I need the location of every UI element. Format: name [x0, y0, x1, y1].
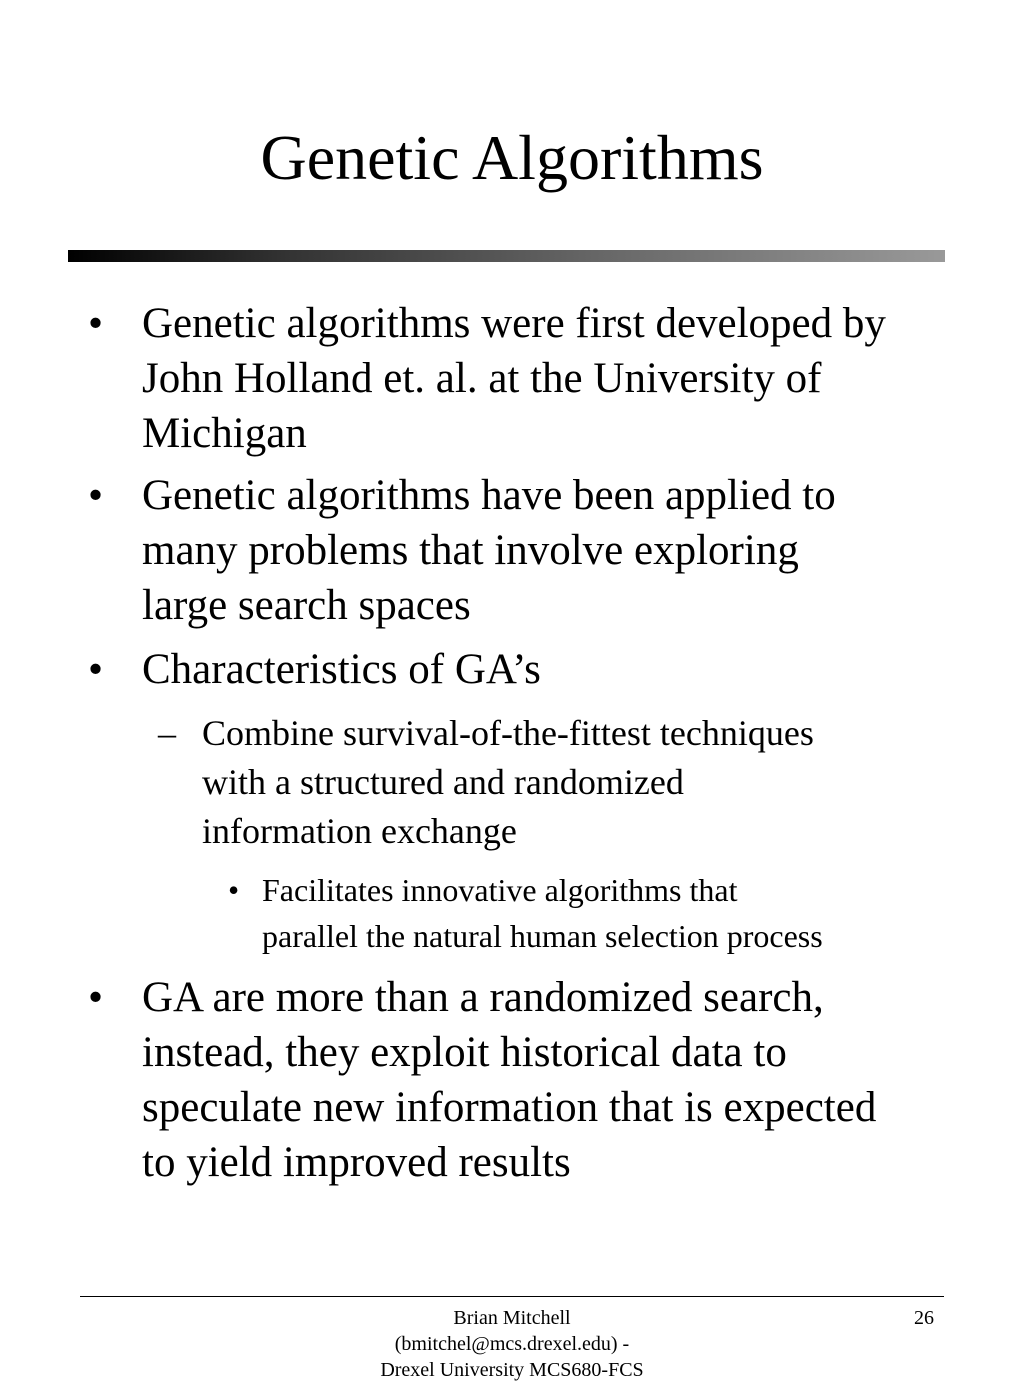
title-divider — [68, 250, 945, 262]
page-number: 26 — [914, 1307, 934, 1329]
sub-sub-bullet-text: Facilitates innovative algorithms that parallel the natural human selection process — [262, 872, 823, 954]
footer-author: Brian Mitchell (bmitchel@mcs.drexel.edu) - Drexel University MCS680-FCS — [380, 1307, 644, 1381]
bullet-text: Genetic algorithms were first developed by John Holland et. al. at the University of Michigan — [142, 300, 886, 457]
bullet-marker: • — [88, 646, 104, 693]
slide-title: Genetic Algorithms — [260, 122, 764, 193]
bullet-marker: • — [88, 472, 104, 519]
footer-divider — [80, 1296, 944, 1297]
bullet-text: Characteristics of GA’s — [142, 646, 541, 693]
sub-sub-bullet-marker: • — [228, 872, 240, 908]
bullet-marker: • — [88, 300, 104, 347]
bullet-text: GA are more than a randomized search, instead, they exploit historical data to speculate new information that is expected to yield improved results — [142, 974, 877, 1186]
bullet-marker: • — [88, 974, 104, 1021]
sub-bullet-marker: – — [158, 713, 176, 753]
sub-bullet-text: Combine survival-of-the-fittest techniques with a structured and randomized information exchange — [202, 713, 814, 851]
bullet-text: Genetic algorithms have been applied to many problems that involve exploring large search spaces — [142, 472, 836, 629]
